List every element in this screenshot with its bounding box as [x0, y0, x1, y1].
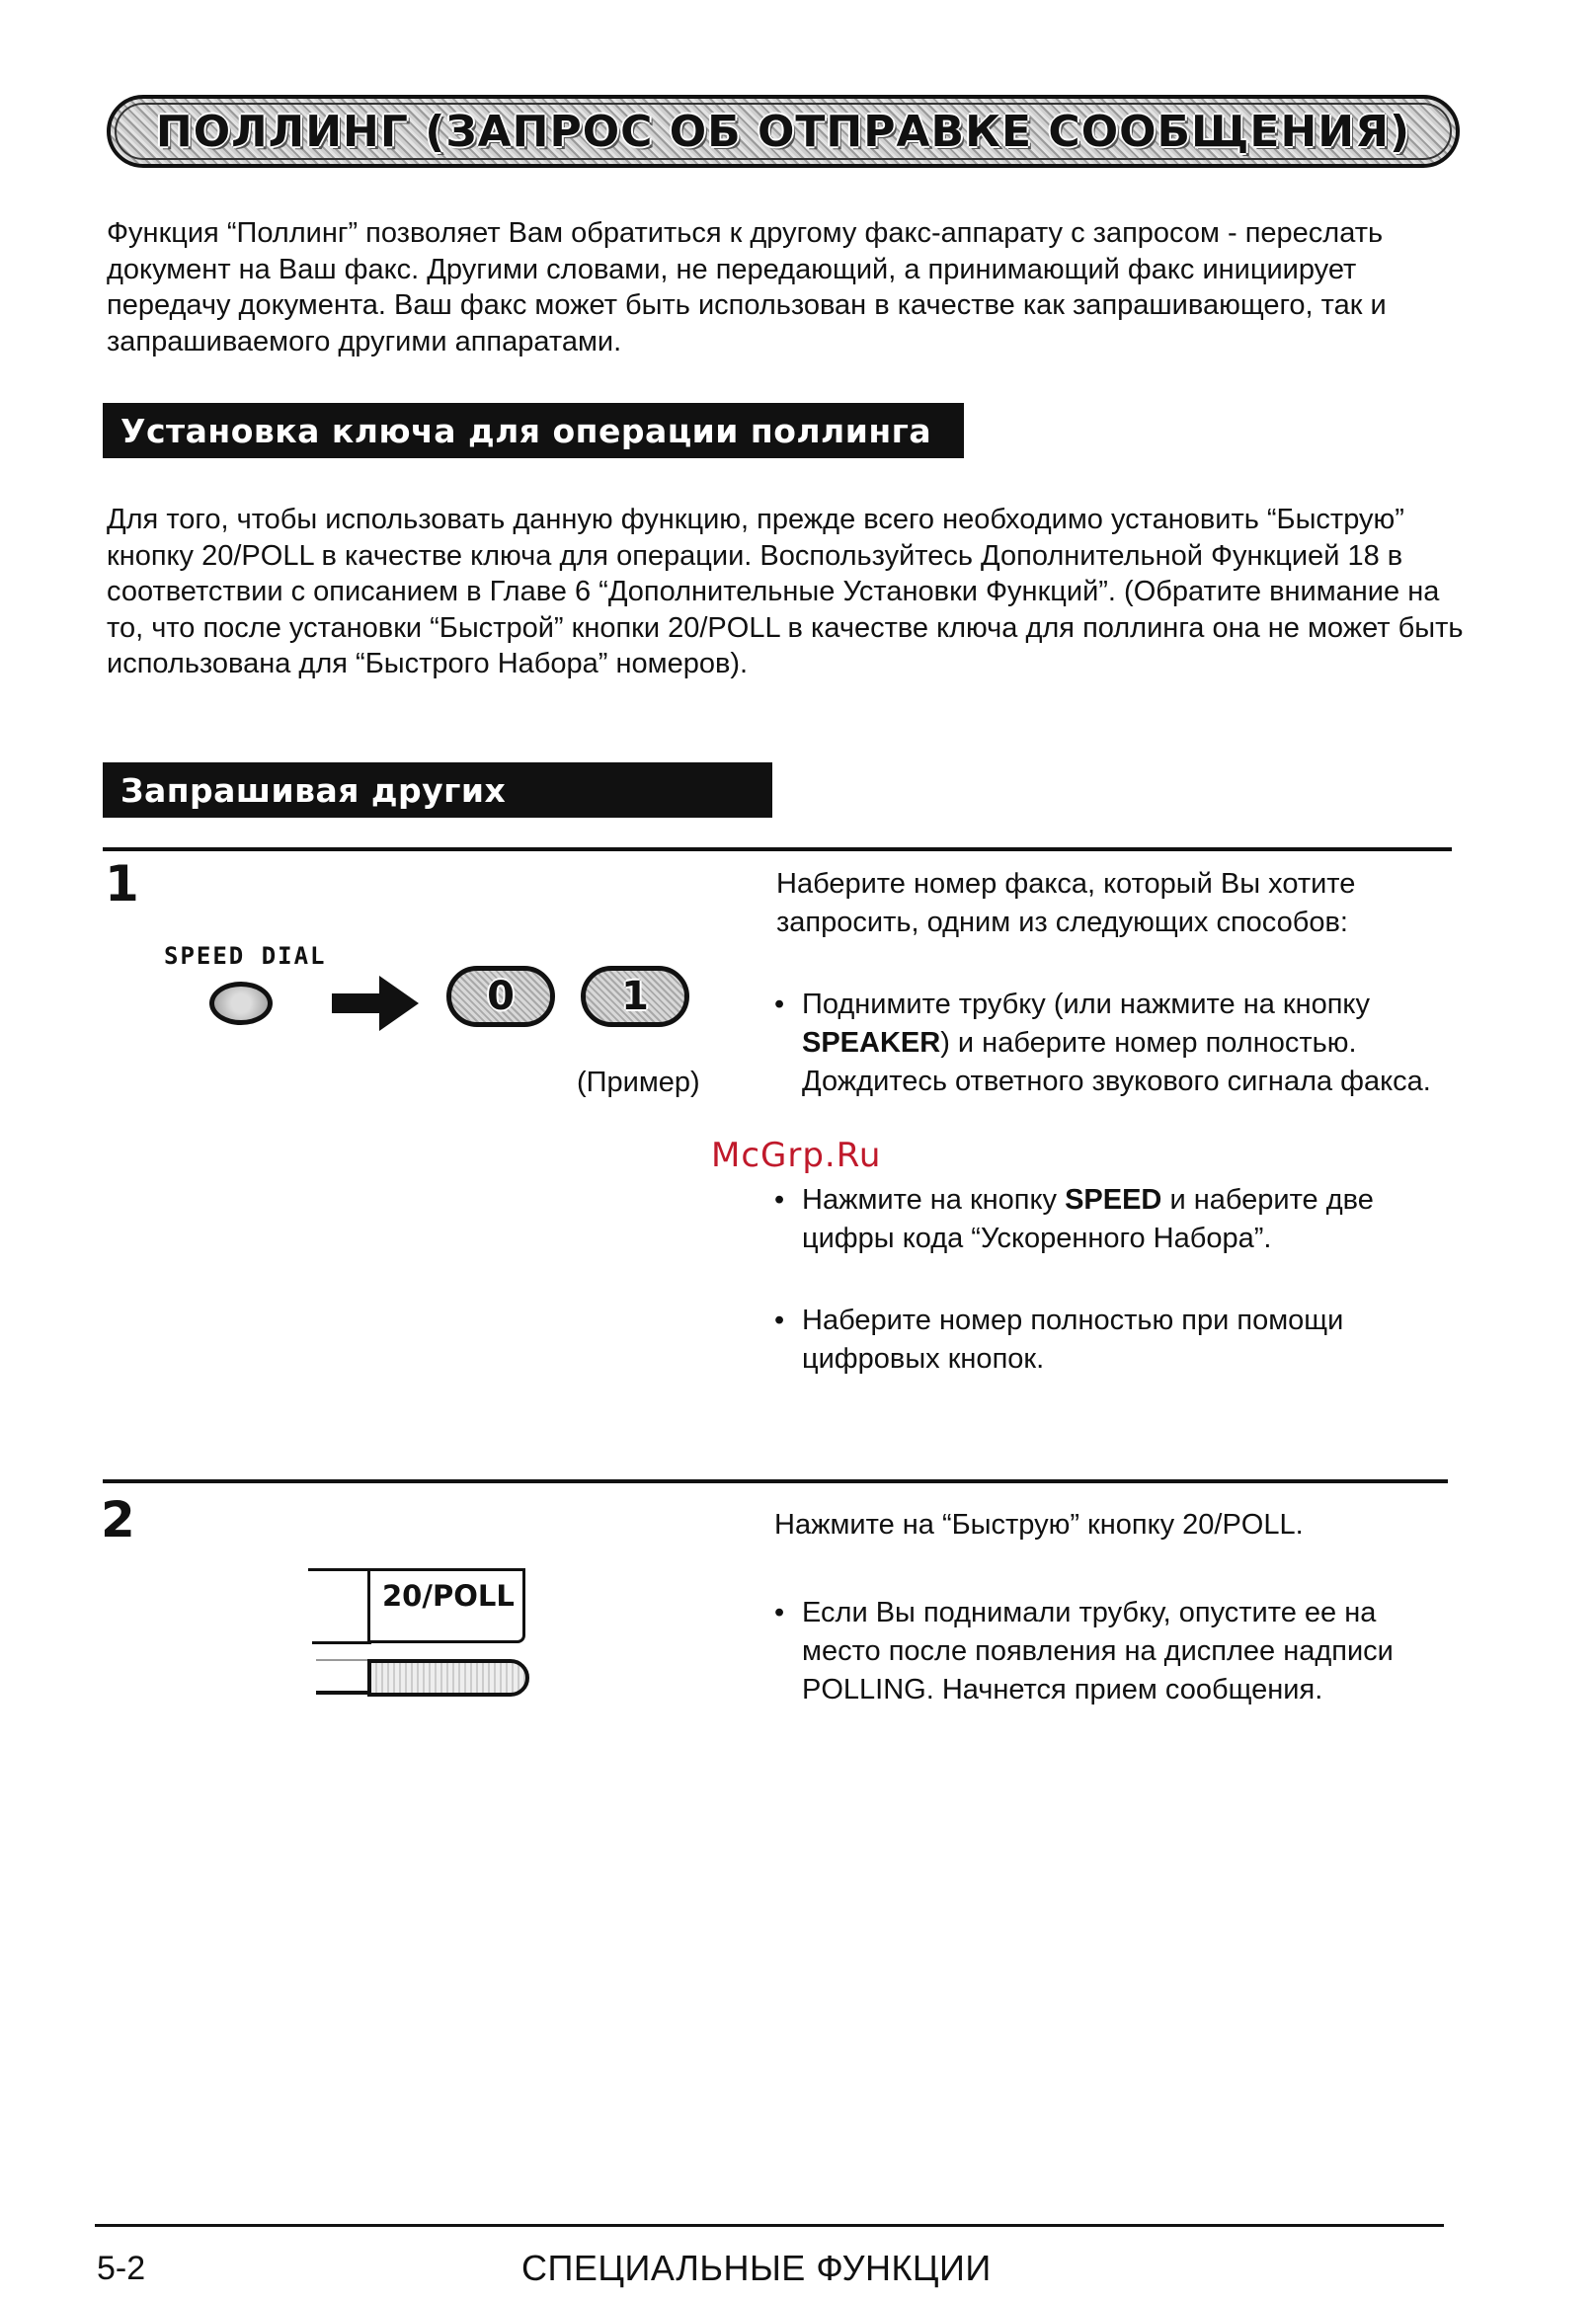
example-label: (Пример)	[577, 1067, 700, 1098]
chapter-title: СПЕЦИАЛЬНЫЕ ФУНКЦИИ	[521, 2248, 992, 2288]
poll-panel-line	[316, 1691, 371, 1695]
bullet-text: Наберите номер полностью при помощи цифровых кнопок.	[802, 1305, 1344, 1375]
step1-instruction: Наберите номер факса, который Вы хотите запросить, одним из следующих способов:	[776, 868, 1356, 938]
step2-instruction: Нажмите на “Быструю” кнопку 20/POLL.	[774, 1509, 1304, 1541]
step2-bullet	[774, 1594, 1446, 1709]
arrow-right-icon	[332, 974, 421, 1033]
key-1-icon: 1	[581, 966, 689, 1027]
step1-number: 1	[105, 855, 139, 912]
title-banner	[107, 95, 1460, 168]
speed-dial-button-icon	[209, 982, 273, 1025]
step1-bullet	[774, 1181, 1446, 1258]
step2-divider	[103, 1479, 1448, 1483]
bullet-text: и наберите две цифры кода “Ускоренного Набора”.	[802, 1184, 1374, 1254]
intro-paragraph: Функция “Поллинг” позволяет Вам обратиться к другому факс-аппарату с запросом - переслать документ на Ваш факс. Другими словами, не передающий, а принимающий факс инициирует передачу документа. Ваш факс может быть использован в качестве как запрашивающего, так и запрашиваемого другими аппаратами.	[107, 217, 1387, 357]
step1-divider	[103, 847, 1452, 851]
step1-bullet	[774, 986, 1446, 1101]
page-number: 5-2	[97, 2250, 146, 2287]
key-setup-paragraph: Для того, чтобы использовать данную функцию, прежде всего необходимо установить “Быструю” кнопку 20/POLL в качестве ключа для операции. Воспользуйтесь Дополнительной Функцией 18 в соответствии с описанием в Главе 6 “Дополнительные Установки Функций”. (Обратите внимание на то, что после установки “Быстрой” кнопки 20/POLL в качестве ключа для поллинга она не может быть использована для “Быстрого Набора” номеров).	[107, 504, 1464, 679]
bullet-bold-text: SPEED	[1065, 1184, 1162, 1216]
poll-panel-line	[316, 1659, 371, 1661]
bullet-text: Поднимите трубку (или нажмите на кнопку	[802, 989, 1370, 1020]
bullet-text: ) и наберите номер полностью. Дождитесь ответного звукового сигнала факса.	[802, 1027, 1431, 1097]
speed-dial-label: SPEED DIAL	[164, 942, 327, 970]
bullet-icon: •	[774, 1305, 785, 1336]
section-heading-polling-others: Запрашивая других	[103, 762, 772, 818]
section-heading-key-setup: Установка ключа для операции поллинга	[103, 403, 964, 458]
bullet-bold-text: SPEAKER	[802, 1027, 941, 1059]
key-0-icon: 0	[446, 966, 555, 1027]
watermark-text: McGrp.Ru	[711, 1136, 882, 1175]
poll-key-label: 20/POLL	[367, 1568, 525, 1643]
step1-bullet	[774, 1302, 1446, 1379]
poll-button-icon	[367, 1659, 529, 1697]
bullet-icon: •	[774, 1184, 785, 1216]
bullet-text: Нажмите на кнопку	[802, 1184, 1066, 1216]
poll-panel-line	[308, 1568, 369, 1571]
poll-panel-line	[312, 1641, 371, 1644]
footer-divider	[95, 2224, 1444, 2227]
step2-number: 2	[101, 1491, 135, 1548]
page-title: ПОЛЛИНГ (ЗАПРОС ОБ ОТПРАВКЕ СООБЩЕНИЯ)	[155, 106, 1411, 157]
bullet-icon: •	[774, 989, 785, 1020]
bullet-text: Если Вы поднимали трубку, опустите ее на место после появления на дисплее надписи POLLING. Начнется прием сообщения.	[802, 1597, 1394, 1705]
bullet-icon: •	[774, 1597, 785, 1628]
